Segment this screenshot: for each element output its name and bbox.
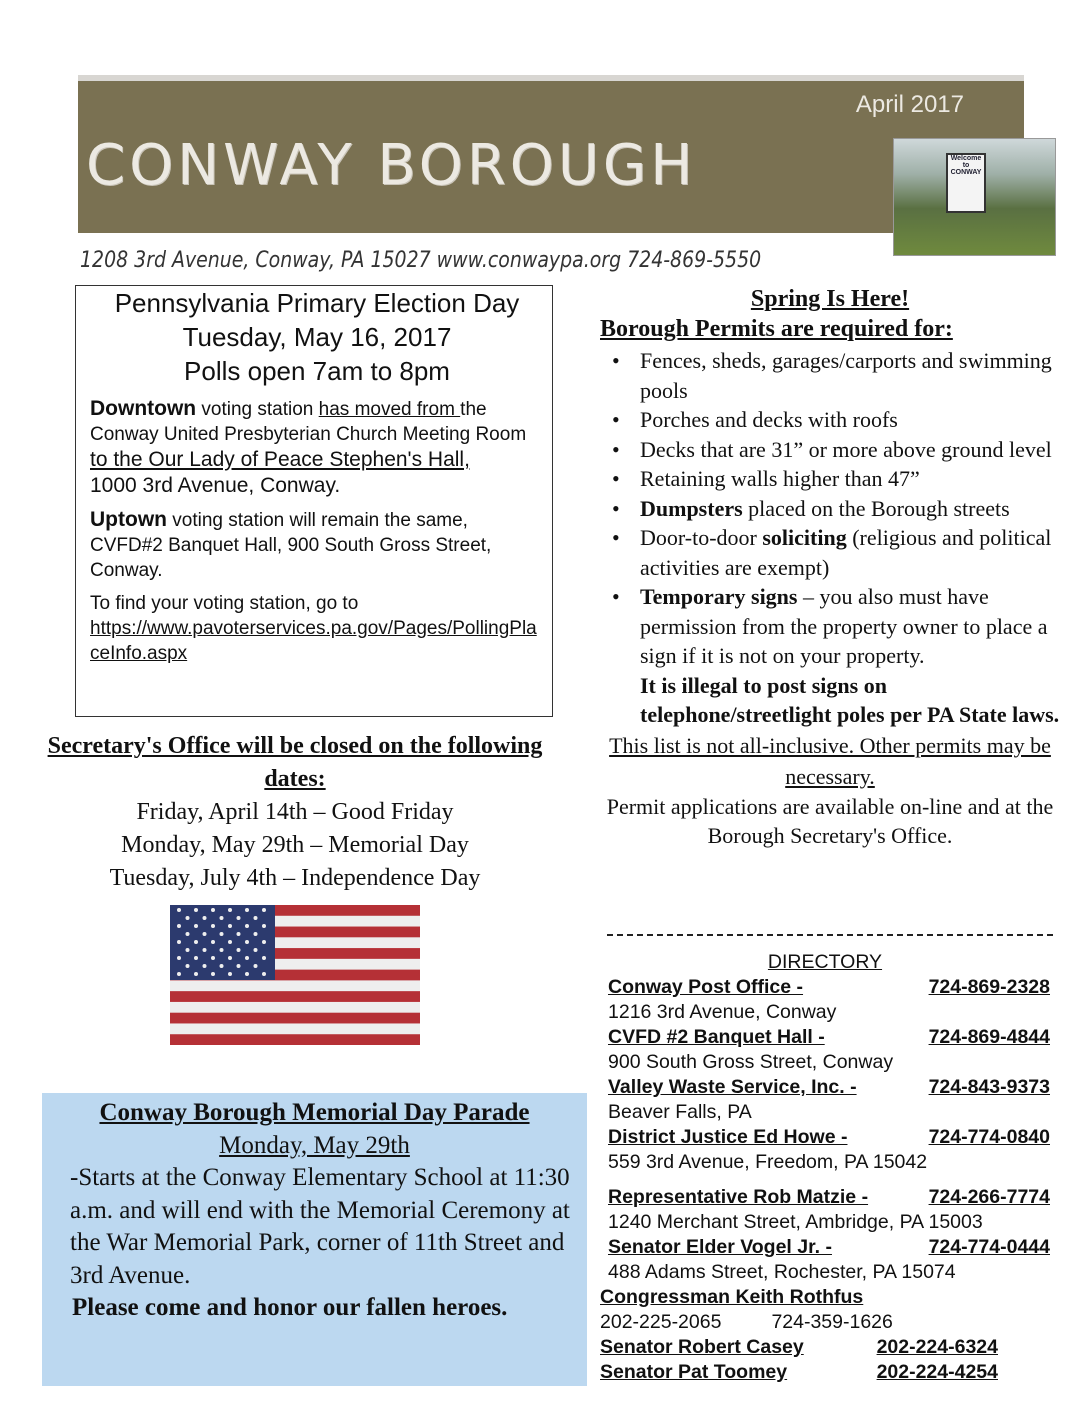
- flag-star: [237, 916, 241, 920]
- flag-star: [194, 924, 198, 928]
- flag-star: [237, 964, 241, 968]
- permit-item: • Porches and decks with roofs: [610, 405, 1060, 435]
- parade-closing: Please come and honor our fallen heroes.: [72, 1294, 508, 1321]
- flag-stripe: [170, 1002, 420, 1013]
- directory-address: 1216 3rd Avenue, Conway: [608, 1001, 837, 1023]
- flag-star: [211, 972, 215, 976]
- masthead-title: CONWAY BOROUGH: [86, 133, 697, 198]
- permits-section: [600, 285, 1060, 851]
- election-title: Pennsylvania Primary Election Day: [114, 288, 520, 318]
- permits-heading: Borough Permits are required for:: [600, 315, 953, 342]
- flag-stripe: [170, 980, 420, 991]
- directory-address: 900 South Gross Street, Conway: [608, 1051, 894, 1073]
- election-date: Tuesday, May 16, 2017: [182, 322, 452, 352]
- directory-heading: DIRECTORY: [767, 951, 883, 973]
- directory-entry: Senator Robert Casey 202-224-6324: [600, 1336, 998, 1358]
- flag-star: [194, 956, 198, 960]
- flag-star: [262, 956, 266, 960]
- american-flag-image: [170, 905, 420, 1045]
- permit-item: • Door-to-door soliciting (religious and political activities are exempt): [610, 523, 1060, 582]
- permit-list: [610, 346, 1060, 730]
- voting-station-lookup: To find your voting station, go to https://www.pavoterservices.pa.gov/Pages/PollingPlaceInfo.aspx: [90, 593, 537, 664]
- directory-entry: Senator Elder Vogel Jr. - 724-774-0444: [608, 1236, 1050, 1258]
- issue-date: April 2017: [855, 91, 964, 118]
- flag-star: [203, 948, 207, 952]
- directory-entry: Conway Post Office - 724-869-2328: [608, 976, 1050, 998]
- directory-address: 1240 Merchant Street, Ambridge, PA 15003: [608, 1211, 983, 1233]
- masthead-banner: [78, 75, 1024, 233]
- permit-item: • Retaining walls higher than 47”: [610, 464, 1060, 494]
- flag-star: [262, 908, 266, 912]
- poll-hours: Polls open 7am to 8pm: [184, 356, 450, 386]
- flag-star: [177, 940, 181, 944]
- flag-star: [211, 940, 215, 944]
- flag-star: [254, 964, 258, 968]
- closure-date: Friday, April 14th – Good Friday: [136, 799, 454, 825]
- memorial-day-parade: [42, 1093, 587, 1386]
- flag-star: [228, 972, 232, 976]
- flag-star: [211, 908, 215, 912]
- closure-date: Tuesday, July 4th – Independence Day: [109, 865, 481, 891]
- downtown-notice: Downtown voting station has moved from the Conway United Presbyterian Church Meeting Room to the Our Lady of Peace Stephen's Hall, 1000 3rd Avenue, Conway.: [90, 397, 527, 497]
- flag-star: [262, 924, 266, 928]
- closures-heading: Secretary's Office will be closed on the following dates:: [47, 733, 543, 792]
- flag-star: [203, 932, 207, 936]
- flag-star: [220, 948, 224, 952]
- directory-entry: Valley Waste Service, Inc. - 724-843-9373: [608, 1076, 1050, 1098]
- flag-star: [194, 972, 198, 976]
- flag-star: [211, 924, 215, 928]
- permit-item: • Temporary signs – you also must have permission from the property owner to place a sign if it is not on your property. It is illegal to post signs on telephone/streetlight poles per PA State laws.: [610, 582, 1060, 730]
- permits-note: This list is not all-inclusive. Other permits may be necessary.: [609, 732, 1051, 789]
- uptown-notice: Uptown voting station will remain the same, CVFD#2 Banquet Hall, 900 South Gross Street, Conway.: [90, 508, 492, 581]
- flag-stripe: [170, 991, 420, 1002]
- permit-item: • Fences, sheds, garages/carports and swimming pools: [610, 346, 1060, 405]
- flag-star: [245, 956, 249, 960]
- flag-star: [203, 964, 207, 968]
- directory-address: 559 3rd Avenue, Freedom, PA 15042: [608, 1151, 928, 1173]
- flag-star: [177, 924, 181, 928]
- directory-name: Congressman Keith Rothfus: [600, 1286, 864, 1308]
- flag-star: [177, 908, 181, 912]
- spring-heading: Spring Is Here!: [750, 286, 910, 312]
- flag-star: [203, 916, 207, 920]
- flag-star: [228, 940, 232, 944]
- flag-star: [245, 924, 249, 928]
- divider: [607, 934, 1053, 936]
- flag-star: [228, 956, 232, 960]
- directory-address: 488 Adams Street, Rochester, PA 15074: [608, 1261, 956, 1283]
- directory-entry: CVFD #2 Banquet Hall - 724-869-4844: [608, 1026, 1050, 1048]
- flag-star: [262, 940, 266, 944]
- flag-star: [177, 972, 181, 976]
- flag-star: [194, 908, 198, 912]
- flag-star: [194, 940, 198, 944]
- flag-star: [220, 964, 224, 968]
- flag-star: [228, 908, 232, 912]
- parade-details: -Starts at the Conway Elementary School at 11:30 a.m. and will end with the Memorial Ceremony at the War Memorial Park, corner of 11th Street and 3rd Avenue.: [70, 1164, 570, 1289]
- flag-stripe: [170, 1023, 420, 1034]
- directory-entry: District Justice Ed Howe - 724-774-0840: [608, 1126, 1050, 1148]
- directory-entry: Representative Rob Matzie - 724-266-7774: [608, 1186, 1050, 1208]
- flag-star: [186, 964, 190, 968]
- flag-star: [186, 932, 190, 936]
- flag-star: [237, 948, 241, 952]
- flag-star: [220, 916, 224, 920]
- flag-star: [211, 956, 215, 960]
- flag-stripe: [170, 1013, 420, 1024]
- polling-place-link[interactable]: https://www.pavoterservices.pa.gov/Pages/PollingPlaceInfo.aspx: [90, 618, 537, 664]
- flag-star: [237, 932, 241, 936]
- directory-address: Beaver Falls, PA: [608, 1101, 752, 1123]
- flag-star: [220, 932, 224, 936]
- permit-item: • Decks that are 31” or more above ground level: [610, 435, 1060, 465]
- flag-star: [186, 916, 190, 920]
- flag-star: [245, 908, 249, 912]
- election-notice-box: [75, 285, 553, 717]
- flag-star: [254, 932, 258, 936]
- flag-star: [228, 924, 232, 928]
- flag-star: [245, 940, 249, 944]
- flag-star: [262, 972, 266, 976]
- flag-star: [177, 956, 181, 960]
- flag-star: [254, 916, 258, 920]
- borough-address: 1208 3rd Avenue, Conway, PA 15027 www.conwaypa.org 724-869-5550: [80, 248, 762, 273]
- parade-date: Monday, May 29th: [219, 1131, 410, 1159]
- closure-date: Monday, May 29th – Memorial Day: [121, 832, 469, 858]
- directory: [600, 950, 1050, 1385]
- secretary-closures: [40, 730, 550, 895]
- directory-entry: Senator Pat Toomey 202-224-4254: [600, 1361, 998, 1383]
- permit-item: • Dumpsters placed on the Borough streets: [610, 494, 1060, 524]
- flag-star: [245, 972, 249, 976]
- parade-title: Conway Borough Memorial Day Parade: [99, 1099, 530, 1126]
- welcome-sign-photo: Welcome to CONWAY: [893, 138, 1056, 256]
- permit-applications: Permit applications are available on-line and at the Borough Secretary's Office.: [606, 793, 1054, 848]
- flag-stripe: [170, 1034, 420, 1045]
- flag-star: [254, 948, 258, 952]
- directory-phone: 202-225-2065 724-359-1626: [600, 1311, 893, 1333]
- flag-star: [186, 948, 190, 952]
